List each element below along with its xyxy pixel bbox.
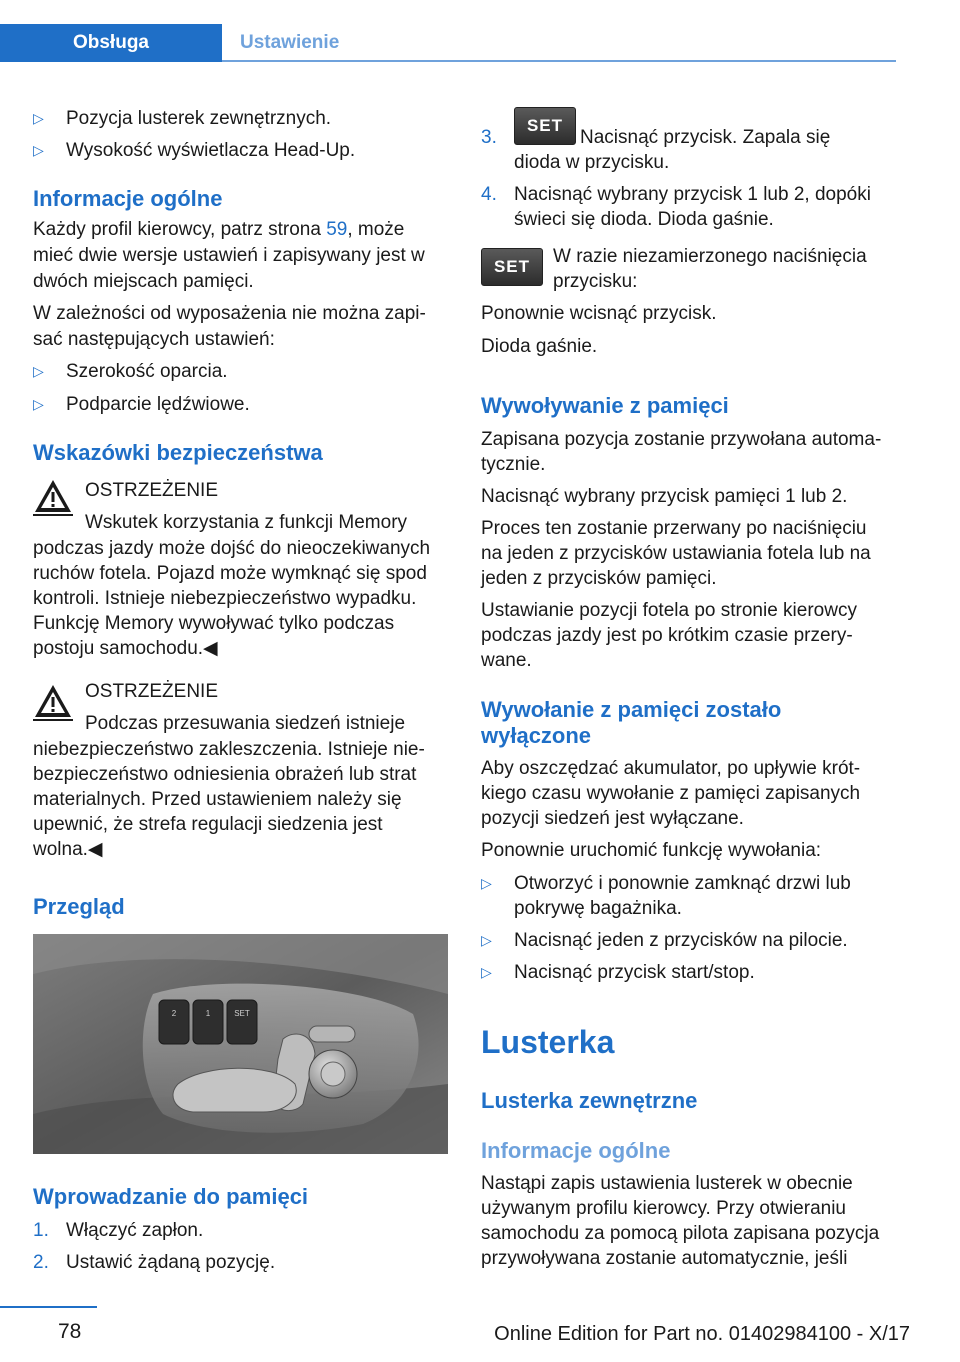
list-item: 1. Włączyć zapłon. (33, 1220, 204, 1241)
photo-label-2: 2 (171, 1009, 177, 1018)
warning-icon (33, 478, 73, 516)
warning-text: ruchów fotela. Pojazd może wymknąć się spod (33, 563, 427, 584)
warning-text: podczas jazdy może dojść do nieoczekiwanych (33, 538, 431, 559)
chapter-heading: Lusterka (481, 1024, 615, 1060)
paragraph-line: używanym profilu kierowcy. Przy otwieraniu (481, 1198, 846, 1219)
paragraph-line: na jeden z przycisków ustawiania fotela lub na (481, 543, 871, 564)
paragraph: Nacisnąć wybrany przycisk pamięci 1 lub 2. (481, 486, 848, 507)
paragraph-line: jeden z przycisków pamięci. (481, 568, 717, 589)
step-text: dioda w przycisku. (514, 152, 670, 173)
paragraph: Dioda gaśnie. (481, 336, 598, 357)
note-text: przycisku: (553, 271, 638, 292)
triangle-bullet-icon: ▷ (481, 964, 492, 980)
paragraph: Każdy profil kierowcy, patrz strona 59, może (33, 219, 405, 240)
triangle-bullet-icon: ▷ (33, 363, 44, 379)
section-heading: Przegląd (33, 894, 125, 919)
edition-text: Online Edition for Part no. 01402984100 - X/17 (494, 1323, 910, 1345)
set-button-icon: SET (481, 248, 543, 286)
tab-ustawienie[interactable]: Ustawienie (240, 32, 340, 53)
header-rule (222, 60, 896, 62)
list-item: ▷ Nacisnąć przycisk start/stop. (481, 962, 755, 983)
header-tabs (0, 24, 357, 62)
list-item: 2. Ustawić żądaną pozycję. (33, 1252, 276, 1273)
paragraph-line: wane. (481, 650, 532, 671)
step-text: Nacisnąć przycisk. Zapala się (580, 127, 831, 148)
paragraph-line: Zapisana pozycja zostanie przywołana automa‐ (481, 429, 882, 450)
list-item: ▷ Podparcie lędźwiowe. (33, 394, 250, 415)
step-number: 1. (33, 1220, 49, 1241)
section-heading: Wskazówki bezpieczeństwa (33, 440, 323, 465)
section-heading: Lusterka zewnętrzne (481, 1088, 698, 1113)
list-item: ▷ Szerokość oparcia. (33, 361, 228, 382)
paragraph-line: Aby oszczędzać akumulator, po upływie krót‐ (481, 758, 861, 779)
seat-controls-illustration (33, 934, 448, 1154)
warning-text: kontroli. Istnieje niebezpieczeństwo wypadku. (33, 588, 417, 609)
triangle-bullet-icon: ▷ (481, 875, 492, 891)
section-heading: Wywoływanie z pamięci (481, 393, 729, 418)
warning-text: postoju samochodu.◀ (33, 638, 218, 659)
photo-label-1: 1 (205, 1009, 211, 1018)
paragraph-line: dwóch miejscach pamięci. (33, 271, 254, 292)
warning-text: niebezpieczeństwo zakleszczenia. Istnieje nie‐ (33, 739, 425, 760)
step-number: 2. (33, 1252, 49, 1273)
triangle-bullet-icon: ▷ (33, 110, 44, 126)
list-item-text: pokrywę bagażnika. (514, 898, 682, 919)
paragraph-line: przywoływana zostanie automatycznie, jeśli (481, 1248, 848, 1269)
warning-text: upewnić, że strefa regulacji siedzenia jest (33, 814, 383, 835)
warning-text: Wskutek korzystania z funkcji Memory (85, 512, 408, 533)
paragraph: Ponownie wcisnąć przycisk. (481, 303, 717, 324)
list-item: ▷ Pozycja lusterek zewnętrznych. (33, 108, 332, 129)
section-heading: Informacje ogólne (33, 186, 223, 211)
footer-rule (0, 1306, 97, 1308)
paragraph-line: samochodu za pomocą pilota zapisana pozycja (481, 1223, 880, 1244)
page-link[interactable]: 59 (326, 219, 348, 240)
paragraph-line: kiego czasu wywołanie z pamięci zapisanych (481, 783, 861, 804)
triangle-bullet-icon: ▷ (481, 932, 492, 948)
warning-title: OSTRZEŻENIE (85, 681, 219, 702)
page-number: 78 (58, 1320, 82, 1343)
warning-title: OSTRZEŻENIE (85, 480, 219, 501)
triangle-bullet-icon: ▷ (33, 396, 44, 412)
list-item: ▷ Wysokość wyświetlacza Head-Up. (33, 140, 356, 161)
paragraph-line: mieć dwie wersje ustawień i zapisywany jest w (33, 245, 425, 266)
step-text: Nacisnąć wybrany przycisk 1 lub 2, dopóki (514, 184, 871, 205)
triangle-bullet-icon: ▷ (33, 142, 44, 158)
step-text: świeci się dioda. Dioda gaśnie. (514, 209, 774, 230)
paragraph-line: W zależności od wyposażenia nie można zapi‐ (33, 303, 426, 324)
paragraph-line: pozycji siedzeń jest wyłączane. (481, 808, 744, 829)
section-heading: Wywołanie z pamięci zostało (481, 697, 782, 722)
note-text: W razie niezamierzonego naciśnięcia (553, 246, 867, 267)
seat-controls-photo (33, 934, 448, 1154)
step-number: 4. (481, 184, 497, 205)
paragraph-line: tycznie. (481, 454, 546, 475)
paragraph-line: podczas jazdy jest po krótkim czasie przery‐ (481, 625, 853, 646)
section-heading: wyłączone (481, 723, 592, 748)
step-number: 3. (481, 127, 497, 148)
warning-text: bezpieczeństwo odniesienia obrażeń lub strat (33, 764, 417, 785)
tab-obsluga[interactable]: Obsługa (0, 24, 222, 62)
paragraph-line: Nastąpi zapis ustawienia lusterek w obecnie (481, 1173, 853, 1194)
photo-label-set: SET (234, 1009, 250, 1018)
list-item: ▷ Otworzyć i ponownie zamknąć drzwi lub (481, 873, 851, 894)
set-button-icon: SET (514, 107, 576, 145)
paragraph-line: sać następujących ustawień: (33, 329, 275, 350)
warning-text: Podczas przesuwania siedzeń istnieje (85, 713, 406, 734)
section-heading: Wprowadzanie do pamięci (33, 1184, 309, 1209)
paragraph-line: Proces ten zostanie przerwany po naciśnięciu (481, 518, 867, 539)
list-item: ▷ Nacisnąć jeden z przycisków na pilocie. (481, 930, 848, 951)
subsection-heading: Informacje ogólne (481, 1138, 671, 1163)
paragraph: Ponownie uruchomić funkcję wywołania: (481, 840, 822, 861)
warning-text: wolna.◀ (33, 839, 103, 860)
warning-text: materialnych. Przed ustawieniem należy się (33, 789, 402, 810)
warning-text: Funkcję Memory wywoływać tylko podczas (33, 613, 395, 634)
warning-icon (33, 683, 73, 721)
paragraph-line: Ustawianie pozycji fotela po stronie kierowcy (481, 600, 857, 621)
